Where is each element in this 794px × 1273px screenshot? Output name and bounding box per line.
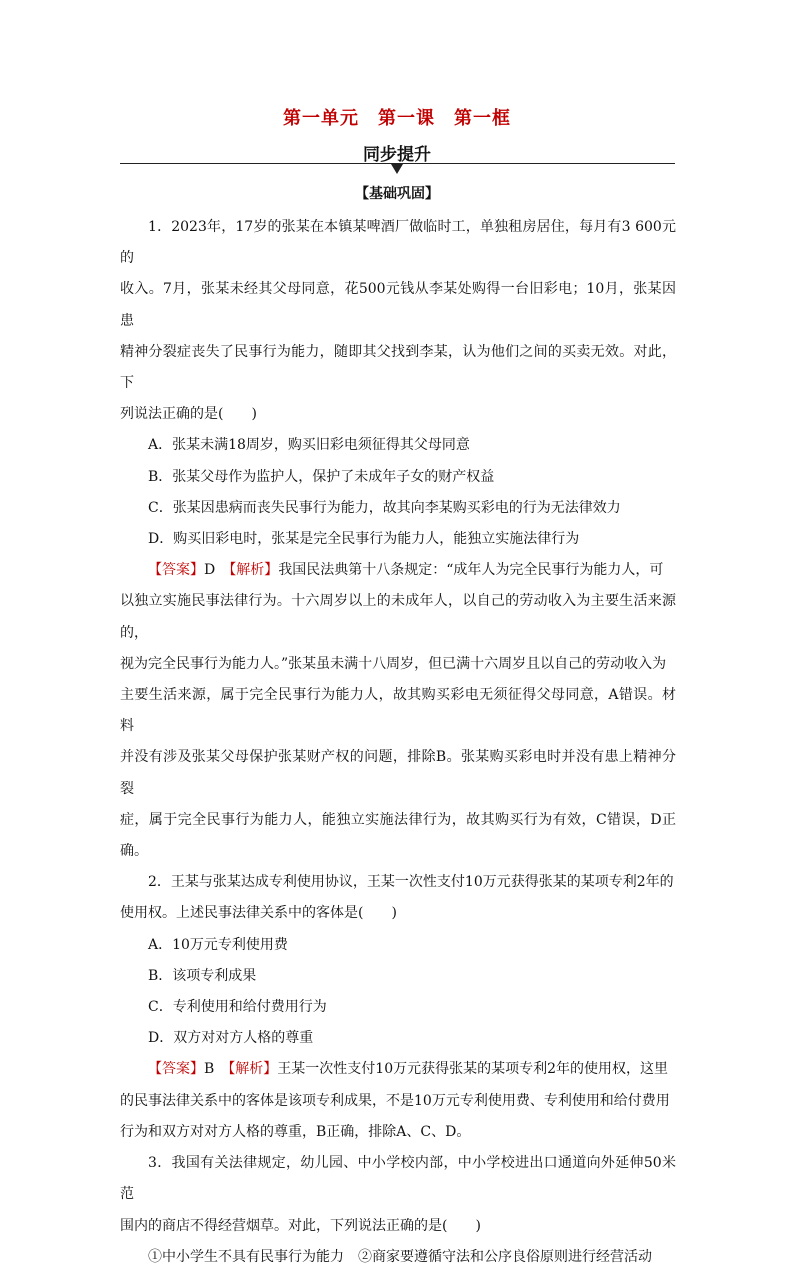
question-2-option-c: C．专利使用和给付费用行为	[148, 999, 327, 1016]
question-1-analysis-line: 症，属于完全民事行为能力人，能独立实施法律行为，故其购买行为有效，C错误，D正确。	[120, 811, 676, 860]
sub-title: 同步提升	[363, 145, 431, 165]
question-1-analysis-line: 主要生活来源，属于完全民事行为能力人，故其购买彩电无须征得父母同意，A错误。材料	[120, 687, 676, 735]
question-3-line: 3．我国有关法律规定，幼儿园、中小学校内部，中小学校进出口通道向外延伸50米范	[120, 1155, 676, 1203]
question-1-option-c: C．张某因患病而丧失民事行为能力，故其向李某购买彩电的行为无法律效力	[148, 499, 621, 516]
question-2-answer	[120, 1054, 676, 1085]
question-1-line: 精神分裂症丧失了民事行为能力，随即其父找到李某，认为他们之间的买卖无效。对此，下	[120, 343, 676, 392]
analysis-label: 【解析】	[228, 1061, 278, 1078]
question-3-line: 围内的商店不得经营烟草。对此，下列说法正确的是( )	[120, 1217, 481, 1234]
question-1-analysis-line: 视为完全民事行为能力人。”张某虽未满十八周岁，但已满十六周岁且以自己的劳动收入为	[120, 655, 667, 672]
section-heading: 【基础巩固】	[355, 186, 439, 202]
exercise-content	[120, 212, 676, 1273]
unit-title: 第一单元 第一课 第一框	[283, 108, 511, 129]
triangle-down-icon	[391, 164, 403, 174]
answer-label: 【答案】	[148, 1061, 204, 1078]
question-2-option-b: B．该项专利成果	[148, 967, 257, 984]
question-1-line: 列说法正确的是( )	[120, 406, 257, 423]
question-1-answer	[120, 555, 676, 586]
question-1-line: 1．2023年，17岁的张某在本镇某啤酒厂做临时工，单独租房居住，每月有3 600元的	[120, 219, 676, 267]
answer-label: 【答案】	[148, 562, 204, 579]
answer-value: D	[204, 562, 230, 579]
question-2-option-d: D．双方对对方人格的尊重	[148, 1030, 314, 1047]
question-3-statements: ①中小学生不具有民事行为能力 ②商家要遵循守法和公序良俗原则进行经营活动	[148, 1248, 652, 1265]
question-2-option-a: A．10万元专利使用费	[148, 936, 288, 953]
answer-value: B	[204, 1061, 229, 1078]
analysis-text: 王某一次性支付10万元获得张某的某项专利2年的使用权，这里	[277, 1061, 669, 1078]
question-1-analysis-line: 以独立实施民事法律行为。十六周岁以上的未成年人，以自己的劳动收入为主要生活来源的，	[120, 593, 676, 641]
question-2-analysis-line: 的民事法律关系中的客体是该项专利成果，不是10万元专利使用费、专利使用和给付费用	[120, 1092, 670, 1109]
analysis-label: 【解析】	[229, 562, 279, 579]
question-1-option-a: A．张某未满18周岁，购买旧彩电须征得其父母同意	[148, 437, 470, 454]
analysis-text: 我国民法典第十八条规定：“成年人为完全民事行为能力人，可	[278, 562, 664, 579]
question-2-line: 2．王某与张某达成专利使用协议，王某一次性支付10万元获得张某的某项专利2年的	[148, 874, 674, 891]
question-1-analysis-line: 并没有涉及张某父母保护张某财产权的问题，排除B。张某购买彩电时并没有患上精神分裂	[120, 749, 676, 797]
question-1-option-b: B．张某父母作为监护人，保护了未成年子女的财产权益	[148, 468, 495, 485]
question-1-option-d: D．购买旧彩电时，张某是完全民事行为能力人，能独立实施法律行为	[148, 531, 580, 548]
question-1-line: 收入。7月，张某未经其父母同意，花500元钱从李某处购得一台旧彩电；10月，张某因患	[120, 281, 676, 329]
question-2-line: 使用权。上述民事法律关系中的客体是( )	[120, 905, 397, 922]
question-2-analysis-line: 行为和双方对对方人格的尊重，B正确，排除A、C、D。	[120, 1123, 471, 1140]
